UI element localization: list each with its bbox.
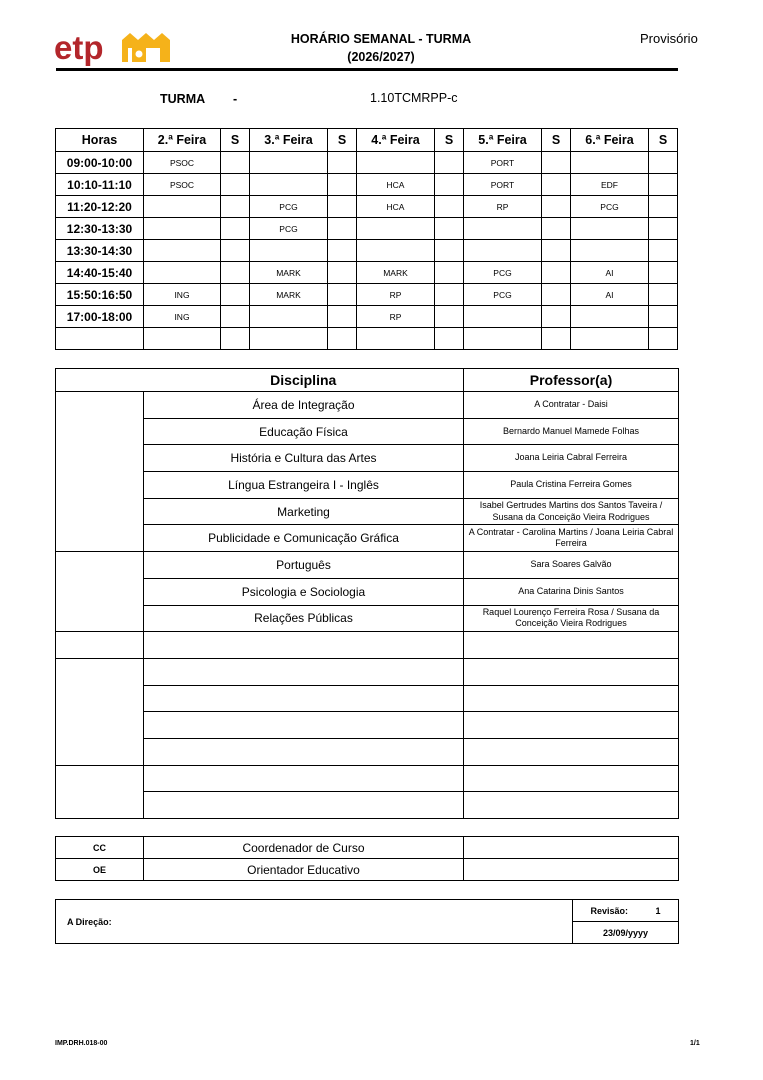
room-cell <box>221 174 250 196</box>
teacher-name <box>464 712 679 739</box>
discipline-name: Língua Estrangeira I - Inglês <box>144 472 464 499</box>
turma-label: TURMA <box>160 92 206 106</box>
room-cell <box>435 196 464 218</box>
hour-cell: 13:30-14:30 <box>56 240 144 262</box>
class-cell <box>144 196 221 218</box>
class-cell: PCG <box>464 284 542 306</box>
hour-cell: 14:40-15:40 <box>56 262 144 284</box>
class-cell <box>571 152 649 174</box>
class-cell <box>250 306 328 328</box>
class-cell: PCG <box>464 262 542 284</box>
document-title <box>200 30 562 66</box>
room-cell <box>542 240 571 262</box>
role-person <box>464 837 679 859</box>
schedule-row <box>56 262 678 284</box>
teacher-name <box>464 738 679 765</box>
class-cell <box>571 240 649 262</box>
room-cell <box>221 240 250 262</box>
room-cell <box>221 196 250 218</box>
role-name: Orientador Educativo <box>144 859 464 881</box>
hour-cell: 09:00-10:00 <box>56 152 144 174</box>
schedule-row <box>56 240 678 262</box>
discipline-row <box>56 392 679 419</box>
role-person <box>464 859 679 881</box>
role-name: Coordenador de Curso <box>144 837 464 859</box>
class-cell <box>464 218 542 240</box>
discipline-row <box>56 712 679 739</box>
teacher-name: Bernardo Manuel Mamede Folhas <box>464 418 679 445</box>
discipline-name: Área de Integração <box>144 392 464 419</box>
room-cell <box>328 152 357 174</box>
discipline-name: Publicidade e Comunicação Gráfica <box>144 525 464 552</box>
class-cell: AI <box>571 262 649 284</box>
discipline-name <box>144 712 464 739</box>
direcao-label: A Direção: <box>56 900 573 944</box>
class-cell: MARK <box>250 284 328 306</box>
room-cell <box>542 152 571 174</box>
room-cell <box>542 174 571 196</box>
class-cell <box>571 306 649 328</box>
teacher-name: Joana Leiria Cabral Ferreira <box>464 445 679 472</box>
turma-dash: - <box>233 92 238 106</box>
class-cell <box>357 240 435 262</box>
page-number: 1/1 <box>690 1040 700 1047</box>
header-disciplina: Disciplina <box>144 369 464 392</box>
room-cell <box>649 174 678 196</box>
teacher-name: Raquel Lourenço Ferreira Rosa / Susana da Conceição Vieira Rodrigues <box>464 605 679 632</box>
room-cell <box>649 152 678 174</box>
teacher-name <box>464 792 679 819</box>
title-line-1: HORÁRIO SEMANAL - TURMA <box>290 32 472 46</box>
class-cell: RP <box>357 306 435 328</box>
role-row-cc <box>56 837 679 859</box>
class-cell: PORT <box>464 152 542 174</box>
discipline-row <box>56 418 679 445</box>
room-cell <box>435 328 464 350</box>
schedule-row <box>56 328 678 350</box>
class-cell <box>357 328 435 350</box>
room-cell <box>328 306 357 328</box>
hour-cell: 15:50:16:50 <box>56 284 144 306</box>
room-cell <box>542 328 571 350</box>
room-cell <box>221 152 250 174</box>
room-cell <box>221 284 250 306</box>
role-code: CC <box>56 837 144 859</box>
class-cell: PCG <box>250 218 328 240</box>
teacher-name <box>464 765 679 792</box>
room-cell <box>221 218 250 240</box>
class-cell: AI <box>571 284 649 306</box>
status-label: Provisório <box>640 31 698 46</box>
class-cell: MARK <box>357 262 435 284</box>
teacher-name <box>464 632 679 659</box>
class-cell: RP <box>357 284 435 306</box>
room-cell <box>435 284 464 306</box>
discipline-name: Relações Públicas <box>144 605 464 632</box>
header-blank <box>56 369 144 392</box>
class-cell <box>250 152 328 174</box>
logo-text: etp <box>54 29 104 66</box>
discipline-name: História e Cultura das Artes <box>144 445 464 472</box>
header-s: S <box>328 129 357 152</box>
teacher-name: Sara Soares Galvão <box>464 552 679 579</box>
class-cell <box>144 328 221 350</box>
discipline-row <box>56 605 679 632</box>
teacher-name: Isabel Gertrudes Martins dos Santos Taveira / Susana da Conceição Vieira Rodrigues <box>464 498 679 525</box>
hour-cell: 10:10-11:10 <box>56 174 144 196</box>
class-cell: PSOC <box>144 152 221 174</box>
teacher-name <box>464 658 679 685</box>
room-cell <box>328 196 357 218</box>
discipline-name: Português <box>144 552 464 579</box>
title-line-2: (2026/2027) <box>347 50 415 64</box>
revision-cell <box>573 900 679 922</box>
revision-label: Revisão: <box>590 905 629 916</box>
hour-cell <box>56 328 144 350</box>
room-cell <box>649 196 678 218</box>
discipline-row <box>56 498 679 525</box>
teacher-name: Ana Catarina Dinis Santos <box>464 578 679 605</box>
group-cell <box>56 632 144 659</box>
room-cell <box>435 218 464 240</box>
discipline-row <box>56 445 679 472</box>
discipline-name <box>144 632 464 659</box>
turma-value: 1.10TCMRPP-c <box>370 91 458 105</box>
teacher-name: A Contratar - Daisi <box>464 392 679 419</box>
header-sexta: 6.ª Feira <box>571 129 649 152</box>
hour-cell: 11:20-12:20 <box>56 196 144 218</box>
room-cell <box>221 262 250 284</box>
header-quinta: 5.ª Feira <box>464 129 542 152</box>
room-cell <box>328 284 357 306</box>
class-cell: PORT <box>464 174 542 196</box>
class-cell: PSOC <box>144 174 221 196</box>
class-cell <box>357 218 435 240</box>
disciplines-table <box>55 368 679 819</box>
hour-cell: 17:00-18:00 <box>56 306 144 328</box>
class-cell <box>464 240 542 262</box>
room-cell <box>649 262 678 284</box>
room-cell <box>328 174 357 196</box>
class-cell: HCA <box>357 174 435 196</box>
room-cell <box>649 328 678 350</box>
class-cell: HCA <box>357 196 435 218</box>
discipline-row <box>56 472 679 499</box>
schedule-row <box>56 174 678 196</box>
logo-mark-icon <box>122 33 170 62</box>
room-cell <box>542 262 571 284</box>
class-cell: ING <box>144 284 221 306</box>
room-cell <box>435 174 464 196</box>
direcao-table <box>55 899 679 944</box>
schedule-table <box>55 128 678 350</box>
room-cell <box>542 306 571 328</box>
class-cell: MARK <box>250 262 328 284</box>
room-cell <box>649 218 678 240</box>
teacher-name: Paula Cristina Ferreira Gomes <box>464 472 679 499</box>
etp-logo <box>54 26 172 73</box>
discipline-row <box>56 578 679 605</box>
header-s: S <box>221 129 250 152</box>
revision-number: 1 <box>655 905 661 916</box>
schedule-row <box>56 152 678 174</box>
room-cell <box>542 218 571 240</box>
header-quarta: 4.ª Feira <box>357 129 435 152</box>
class-cell: ING <box>144 306 221 328</box>
class-cell <box>571 328 649 350</box>
header-terca: 3.ª Feira <box>250 129 328 152</box>
schedule-header-row <box>56 129 678 152</box>
room-cell <box>435 152 464 174</box>
discipline-name <box>144 792 464 819</box>
room-cell <box>649 240 678 262</box>
room-cell <box>435 262 464 284</box>
class-cell <box>144 240 221 262</box>
hour-cell: 12:30-13:30 <box>56 218 144 240</box>
discipline-name <box>144 765 464 792</box>
teacher-name: A Contratar - Carolina Martins / Joana Leiria Cabral Ferreira <box>464 525 679 552</box>
discipline-row <box>56 792 679 819</box>
schedule-row <box>56 196 678 218</box>
discipline-row <box>56 632 679 659</box>
discipline-name: Marketing <box>144 498 464 525</box>
group-cell <box>56 392 144 552</box>
group-cell <box>56 552 144 632</box>
header-s: S <box>649 129 678 152</box>
room-cell <box>649 306 678 328</box>
header-divider <box>56 68 678 71</box>
schedule-row <box>56 306 678 328</box>
header-s: S <box>542 129 571 152</box>
revision-date: 23/09/yyyy <box>573 922 679 944</box>
header-professor: Professor(a) <box>464 369 679 392</box>
header-horas: Horas <box>56 129 144 152</box>
discipline-name <box>144 738 464 765</box>
room-cell <box>328 328 357 350</box>
form-code: IMP.DRH.018-00 <box>55 1040 108 1047</box>
header-segunda: 2.ª Feira <box>144 129 221 152</box>
discipline-name: Educação Física <box>144 418 464 445</box>
room-cell <box>328 218 357 240</box>
room-cell <box>649 284 678 306</box>
roles-table <box>55 836 679 881</box>
class-cell <box>357 152 435 174</box>
class-cell <box>464 306 542 328</box>
room-cell <box>328 262 357 284</box>
group-cell <box>56 658 144 765</box>
class-cell <box>571 218 649 240</box>
class-cell: PCG <box>571 196 649 218</box>
class-cell <box>250 328 328 350</box>
disciplines-header-row <box>56 369 679 392</box>
class-cell <box>144 218 221 240</box>
schedule-row <box>56 218 678 240</box>
discipline-name <box>144 658 464 685</box>
class-cell: PCG <box>250 196 328 218</box>
discipline-row <box>56 658 679 685</box>
class-cell <box>250 174 328 196</box>
role-code: OE <box>56 859 144 881</box>
room-cell <box>435 240 464 262</box>
discipline-row <box>56 552 679 579</box>
discipline-row <box>56 685 679 712</box>
room-cell <box>542 284 571 306</box>
class-cell <box>144 262 221 284</box>
teacher-name <box>464 685 679 712</box>
room-cell <box>221 328 250 350</box>
room-cell <box>328 240 357 262</box>
discipline-name: Psicologia e Sociologia <box>144 578 464 605</box>
room-cell <box>221 306 250 328</box>
discipline-row <box>56 738 679 765</box>
class-cell <box>250 240 328 262</box>
role-row-oe <box>56 859 679 881</box>
room-cell <box>542 196 571 218</box>
group-cell <box>56 765 144 818</box>
class-cell: RP <box>464 196 542 218</box>
schedule-row <box>56 284 678 306</box>
room-cell <box>435 306 464 328</box>
discipline-name <box>144 685 464 712</box>
discipline-row <box>56 525 679 552</box>
class-cell: EDF <box>571 174 649 196</box>
direcao-row <box>56 900 679 922</box>
class-cell <box>464 328 542 350</box>
discipline-row <box>56 765 679 792</box>
header-s: S <box>435 129 464 152</box>
